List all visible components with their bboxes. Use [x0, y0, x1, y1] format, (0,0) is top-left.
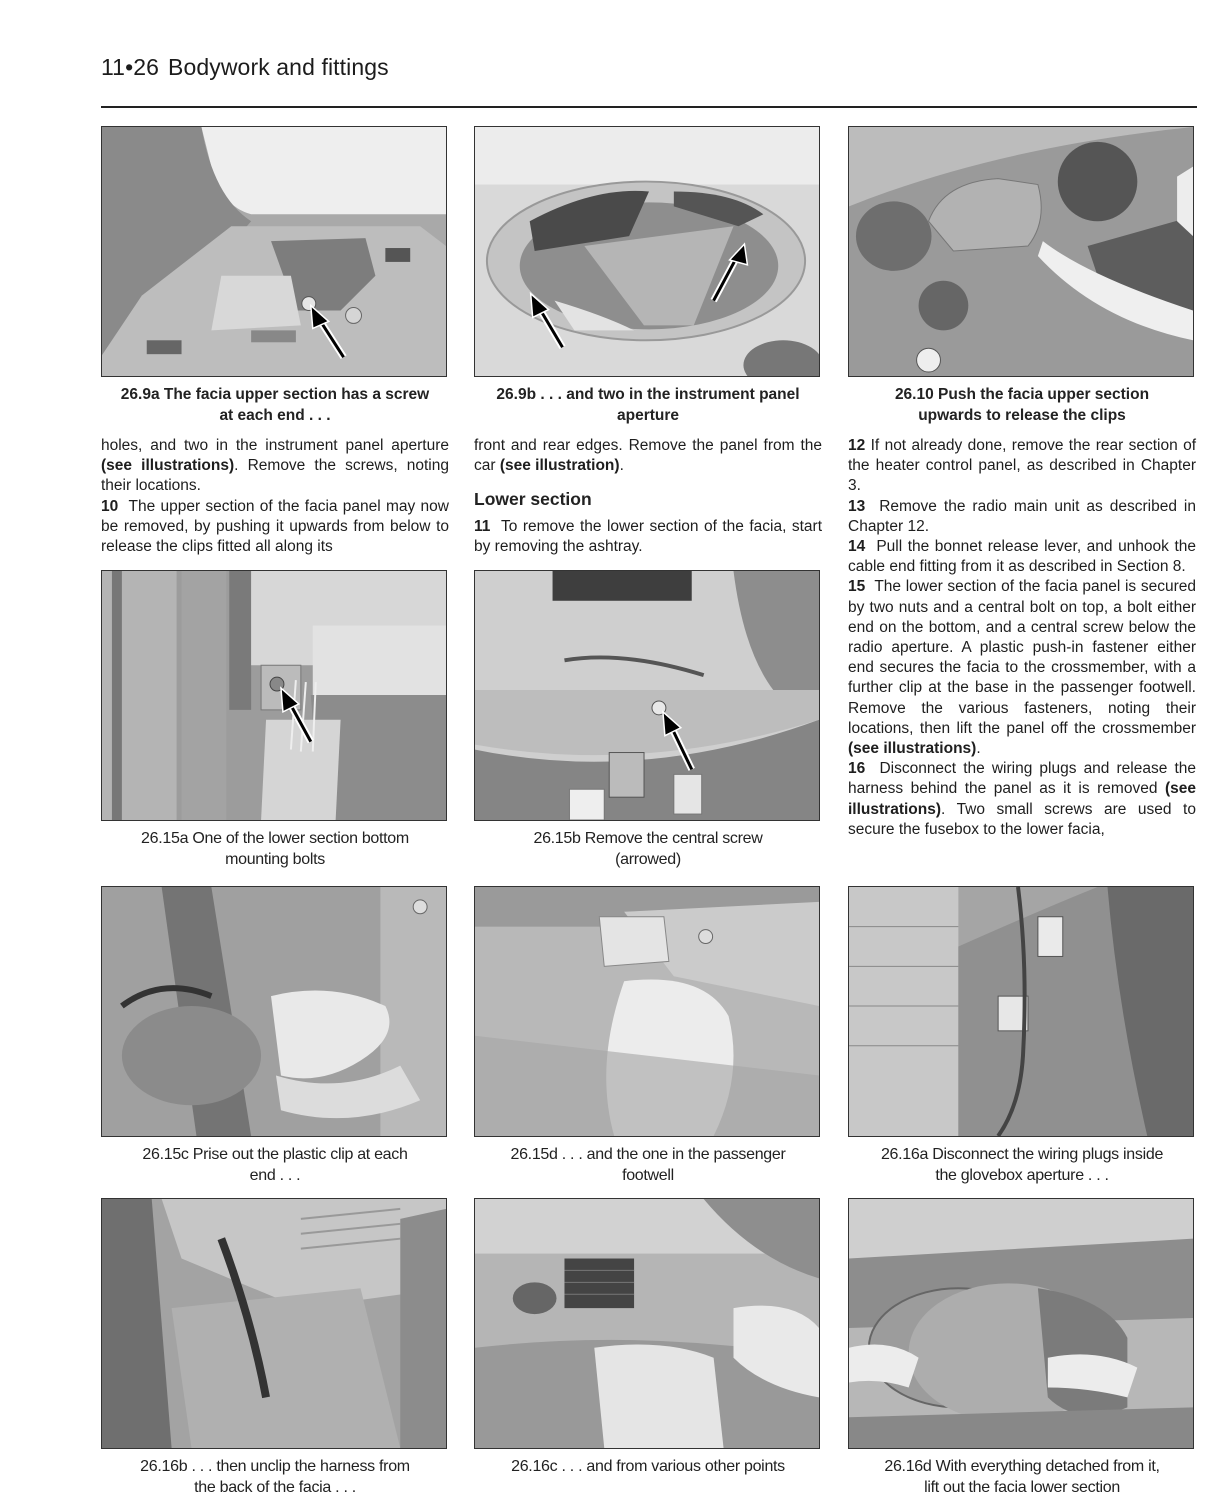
paragraph-16	[848, 759, 1196, 840]
text-run: Remove the radio main unit as described in Chapter 12.	[848, 497, 1196, 535]
body-column-2	[474, 436, 822, 476]
photo-26-15d	[474, 886, 820, 1137]
text-run: If not already done, remove the rear section of the heater control panel, as described in Chapter 3.	[848, 437, 1196, 495]
caption-line: at each end . . .	[219, 407, 331, 424]
caption-line: 26.16b . . . then unclip the harness from	[140, 1458, 410, 1475]
header-rule	[101, 106, 1197, 108]
caption-line: 26.15a One of the lower section bottom	[141, 830, 409, 847]
paragraph-number: 13	[848, 497, 866, 515]
text-run: front and rear edges. Remove the panel from the car	[474, 437, 822, 475]
paragraph-number: 16	[848, 760, 866, 778]
caption-26-16d	[842, 1456, 1202, 1498]
text-run: . Remove the screws, noting their locations.	[101, 457, 449, 495]
paragraph-continued	[474, 436, 822, 476]
page-header	[101, 54, 389, 81]
caption-26-16b	[95, 1456, 455, 1498]
paragraph-number: 14	[848, 538, 866, 556]
caption-line: 26.15c Prise out the plastic clip at each	[142, 1146, 408, 1163]
caption-26-15c	[95, 1144, 455, 1186]
photo-26-15c	[101, 886, 447, 1137]
caption-line: end . . .	[249, 1167, 301, 1184]
text-run: .	[976, 740, 981, 758]
cross-reference: (see illustrations)	[848, 780, 1196, 818]
photo-26-16b	[101, 1198, 447, 1449]
photo-26-9a	[101, 126, 447, 377]
text-run: . Two small screws are used to secure the fusebox to the lower facia,	[848, 800, 1196, 838]
cross-reference: (see illustrations)	[848, 740, 977, 758]
caption-line: upwards to release the clips	[918, 407, 1126, 424]
text-run: Pull the bonnet release lever, and unhook the cable end fitting from it as described in Section 8.	[848, 538, 1196, 576]
paragraph-continued	[101, 436, 449, 497]
caption-line: aperture	[616, 407, 680, 424]
body-column-2b	[474, 517, 822, 557]
chapter-title: Bodywork and fittings	[168, 54, 389, 80]
text-run: holes, and two in the instrument panel aperture	[101, 437, 449, 454]
paragraph-13	[848, 497, 1196, 537]
body-column-1	[101, 436, 449, 557]
photo-26-15b	[474, 570, 820, 821]
caption-line: mounting bolts	[225, 851, 325, 868]
photo-26-15a	[101, 570, 447, 821]
caption-26-16c	[468, 1456, 828, 1477]
paragraph-10	[101, 497, 449, 558]
paragraph-12	[848, 436, 1196, 497]
caption-26-9b	[468, 384, 828, 426]
body-column-3	[848, 436, 1196, 840]
text-run: The lower section of the facia panel is secured by two nuts and a central bolt on top, a bolt either end on the bottom, and a central screw below the radio aperture. A plastic push-in fastener either end secures the facia to the crossmember, with a further clip at the base in the passenger footwell. Remove the various fasteners, noting their locations, then lift the panel off the crossmember	[848, 578, 1196, 737]
paragraph-15	[848, 577, 1196, 759]
photo-26-9b	[474, 126, 820, 377]
cross-reference: (see illustrations)	[101, 457, 235, 475]
paragraph-number: 12	[848, 437, 866, 454]
page-number: 11•26	[101, 54, 160, 80]
text-run: Disconnect the wiring plugs and release the harness behind the panel as it is removed	[848, 760, 1196, 798]
subheading-lower-section: Lower section	[474, 489, 592, 509]
text-run: The upper section of the facia panel may now be removed, by pushing it upwards from below to release the clips fitted all along its	[101, 497, 449, 556]
caption-line: lift out the facia lower section	[924, 1479, 1120, 1496]
text-run: .	[619, 457, 624, 475]
caption-line: footwell	[622, 1167, 674, 1184]
caption-line: the back of the facia . . .	[194, 1479, 356, 1496]
photo-26-16a	[848, 886, 1194, 1137]
caption-26-15d	[468, 1144, 828, 1186]
caption-line: 26.15d . . . and the one in the passenger	[510, 1146, 786, 1163]
photo-26-10	[848, 126, 1194, 377]
caption-26-15b	[468, 828, 828, 870]
caption-26-15a	[95, 828, 455, 870]
caption-line: 26.16a Disconnect the wiring plugs inside	[880, 1146, 1164, 1163]
caption-26-10	[842, 384, 1202, 426]
photo-26-16c	[474, 1198, 820, 1449]
caption-line: 26.9b . . . and two in the instrument panel	[496, 386, 800, 403]
caption-26-16a	[842, 1144, 1202, 1186]
caption-line: 26.16d With everything detached from it,	[884, 1458, 1160, 1475]
paragraph-14	[848, 537, 1196, 577]
cross-reference: (see illustration)	[499, 457, 620, 475]
paragraph-11	[474, 517, 822, 557]
caption-26-9a	[95, 384, 455, 426]
caption-line: (arrowed)	[615, 851, 681, 868]
photo-26-16d	[848, 1198, 1194, 1449]
paragraph-number: 11	[474, 518, 491, 535]
caption-line: 26.16c . . . and from various other points	[511, 1458, 785, 1475]
paragraph-number: 10	[101, 497, 119, 515]
caption-line: 26.9a The facia upper section has a screw	[120, 386, 430, 403]
paragraph-number: 15	[848, 578, 866, 596]
caption-line: the glovebox aperture . . .	[935, 1167, 1109, 1184]
text-run: To remove the lower section of the facia, start by removing the ashtray.	[474, 518, 822, 556]
caption-line: 26.10 Push the facia upper section	[894, 386, 1150, 403]
caption-line: 26.15b Remove the central screw	[533, 830, 763, 847]
